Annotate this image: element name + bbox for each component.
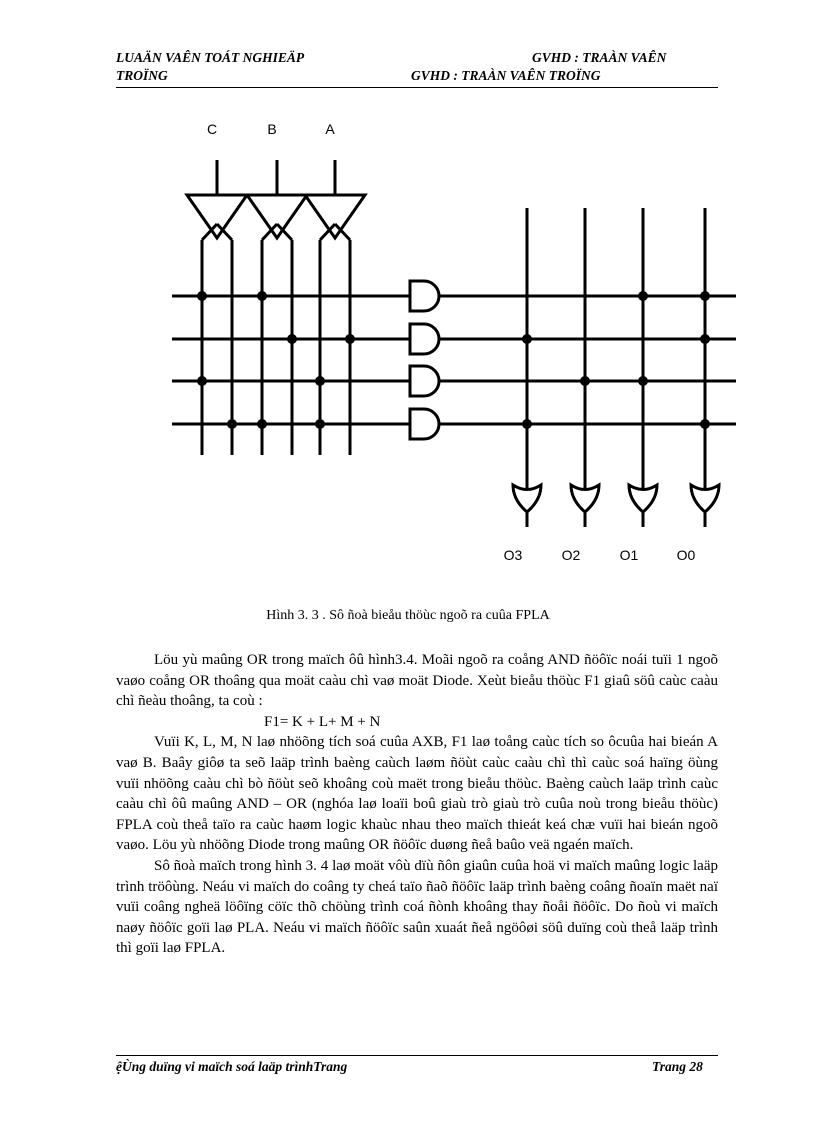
connection-dot — [287, 334, 297, 344]
or-gate-o1 — [629, 485, 657, 527]
figure-caption: Hình 3. 3 . Sô ñoà bieåu thöùc ngoõ ra cuûa FPLA — [266, 608, 550, 623]
or-gate-o2 — [571, 485, 599, 527]
connection-dot — [638, 291, 648, 301]
header-left-line2: TROÏNG — [116, 68, 168, 83]
input-label-a: A — [325, 121, 335, 137]
connection-dot — [345, 334, 355, 344]
connection-dot — [227, 419, 237, 429]
footer-left: ệÙng duïng vi maïch soá laäp trìnhTrang — [116, 1059, 348, 1074]
buffer-a — [305, 195, 365, 455]
or-gate-o0 — [691, 485, 719, 527]
input-label-c: C — [206, 121, 218, 137]
output-label-o1: O1 — [619, 547, 639, 563]
connection-dot — [257, 419, 267, 429]
output-label-o3: O3 — [503, 547, 523, 563]
output-label-o2: O2 — [561, 547, 581, 563]
input-label-b: B — [267, 121, 277, 137]
and-gate-4 — [410, 409, 439, 439]
page-number: Trang 28 — [652, 1059, 703, 1074]
connection-dot — [522, 334, 532, 344]
connection-dot — [638, 376, 648, 386]
connection-dot — [700, 291, 710, 301]
paragraph-3: Sô ñoà maïch trong hình 3. 4 laø moät vôù dïù ñôn giaûn cuûa hoä vi maïch maûng logic laäp trình tröôùng. Neáu vi maïch do coâng ty cheá taïo ñaõ ñöôïc laäp trình baèng coâng ñoaïn maët naï vuïi coâng ngheä löôïng cöïc thõ chöùng trình coá ñònh khoâng thay ñoåi ñöôïc. Do ñoù vi maïch naøy ñöôïc goïi laø PLA. Neáu vi maïch ñöôïc saûn xuaát ñeå ngöôøi söû duïng coù theå laäp trình thì goïi laø FPLA. — [116, 857, 718, 957]
and-gate-3 — [410, 366, 439, 396]
formula: F1= K + L+ M + N — [264, 713, 381, 730]
connection-dot — [257, 291, 267, 301]
connection-dot — [197, 291, 207, 301]
and-gate-1 — [410, 281, 439, 311]
paragraph-2: Vuïi K, L, M, N laø nhöõng tích soá cuûa AXB, F1 laø toång caùc tích so ôcuûa hai bieán A vaø B. Baây giôø ta seõ laäp trình baèng caùch laøm ñöùt caùc caàu chì thì caùc soá haïng öùng vuïi nhöõng caàu chì bò ñöùt seõ khoâng coù maët trong bieåu thöùc. Baèng caùch laäp trình caùc caàu chì ôû maûng AND – OR (nghóa laø loaïi boû giaù trò giaù trò cuûa noù trong bieåu thöùc) FPLA coù theå taïo ra caùc haøm logic khaùc nhau theo maïch thieát keá chæ vuïi hai bieán ngoõ vaøo. Löu yù nhöõng Diode trong maûng OR ñöôïc duøng ñeå baûo veä ngaén maïch. — [116, 734, 718, 854]
and-array-connections — [197, 291, 355, 429]
and-gate-2 — [410, 324, 439, 354]
buffer-b — [247, 195, 307, 455]
header-left-line1: LUAÄN VAÊN TOÁT NGHIEÄP — [116, 50, 305, 65]
connection-dot — [700, 334, 710, 344]
or-gate-o3 — [513, 485, 541, 527]
connection-dot — [315, 419, 325, 429]
or-array-connections — [522, 291, 710, 429]
connection-dot — [315, 376, 325, 386]
header-right-line2: GVHD : TRAÀN VAÊN TROÏNG — [411, 68, 601, 83]
body-text — [116, 650, 718, 959]
buffer-c — [187, 195, 247, 455]
connection-dot — [580, 376, 590, 386]
connection-dot — [522, 419, 532, 429]
connection-dot — [197, 376, 207, 386]
connection-dot — [700, 419, 710, 429]
header-right-line1: GVHD : TRAÀN VAÊN — [532, 50, 667, 65]
output-label-o0: O0 — [676, 547, 696, 563]
footer-divider — [116, 1055, 718, 1056]
paragraph-1: Löu yù maûng OR trong maïch ôû hình3.4. Moãi ngoõ ra coång AND ñöôïc noái tuïi 1 ngoõ vaøo coång OR thoâng qua moät caàu chì vaø moät Diode. Xeùt bieåu thöùc F1 giaû söû caùc caàu chì ñeàu thoâng, ta coù : — [116, 652, 718, 710]
